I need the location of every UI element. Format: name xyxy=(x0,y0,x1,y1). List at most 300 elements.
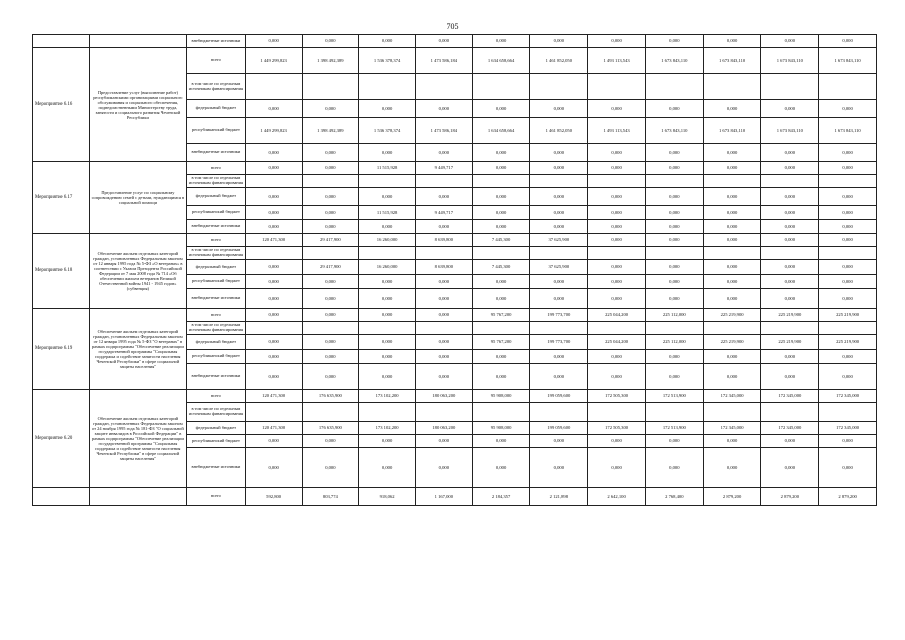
value-cell: 0,000 xyxy=(703,100,761,118)
value-cell: 1 493 113,543 xyxy=(588,48,646,74)
value-cell xyxy=(819,322,877,335)
value-cell: 1 673 843,110 xyxy=(703,118,761,144)
value-cell: 0,000 xyxy=(819,100,877,118)
funding-source: в том числе по отдельным источникам финансирования xyxy=(187,175,246,188)
value-cell: 0,000 xyxy=(359,448,416,488)
value-cell: 0,000 xyxy=(415,100,472,118)
value-cell: 199 773,700 xyxy=(530,309,588,322)
value-cell xyxy=(645,247,703,260)
value-cell xyxy=(761,175,819,188)
value-cell: 0,000 xyxy=(645,260,703,275)
value-cell: 0,000 xyxy=(761,275,819,289)
value-cell: 0,000 xyxy=(530,289,588,309)
value-cell: 0,000 xyxy=(761,448,819,488)
value-cell: 172 505,300 xyxy=(588,422,646,435)
funding-source: республиканский бюджет xyxy=(187,435,246,448)
value-cell: 1 449 299,823 xyxy=(245,118,302,144)
value-cell: 0,000 xyxy=(703,289,761,309)
value-cell xyxy=(302,247,359,260)
value-cell: 0,000 xyxy=(302,162,359,175)
value-cell: 0,000 xyxy=(415,364,472,390)
value-cell: 95 767,200 xyxy=(472,309,530,322)
value-cell xyxy=(472,74,530,100)
value-cell: 0,000 xyxy=(588,206,646,220)
value-cell: 2 879,200 xyxy=(761,488,819,506)
value-cell xyxy=(819,403,877,422)
value-cell: 0,000 xyxy=(819,188,877,206)
value-cell xyxy=(245,247,302,260)
value-cell: 0,000 xyxy=(588,144,646,162)
value-cell: 0,000 xyxy=(703,260,761,275)
value-cell: 0,000 xyxy=(359,188,416,206)
value-cell: 0,000 xyxy=(761,435,819,448)
value-cell xyxy=(703,322,761,335)
value-cell xyxy=(359,74,416,100)
value-cell: 0,000 xyxy=(530,364,588,390)
value-cell: 172 345,000 xyxy=(761,422,819,435)
funding-source: внебюджетные источники xyxy=(187,364,246,390)
value-cell: 1 493 113,543 xyxy=(588,118,646,144)
table-row xyxy=(33,390,877,403)
value-cell: 0,000 xyxy=(359,435,416,448)
value-cell: 0,000 xyxy=(819,350,877,364)
funding-source: всего xyxy=(187,488,246,506)
value-cell: 0,000 xyxy=(761,144,819,162)
value-cell: 0,000 xyxy=(703,162,761,175)
value-cell: 0,000 xyxy=(530,206,588,220)
funding-source: внебюджетные источники xyxy=(187,144,246,162)
value-cell: 1 673 843,110 xyxy=(703,48,761,74)
value-cell: 0,000 xyxy=(588,448,646,488)
value-cell: 0,000 xyxy=(530,435,588,448)
value-cell: 172 345,000 xyxy=(703,390,761,403)
value-cell: 0,000 xyxy=(819,448,877,488)
value-cell: 172 345,000 xyxy=(761,390,819,403)
value-cell: 0,000 xyxy=(302,188,359,206)
value-cell: 592,800 xyxy=(245,488,302,506)
funding-source: в том числе по отдельным источникам финансирования xyxy=(187,247,246,260)
value-cell: 0,000 xyxy=(645,206,703,220)
value-cell: 0,000 xyxy=(761,35,819,48)
value-cell xyxy=(530,74,588,100)
value-cell: 0,000 xyxy=(415,35,472,48)
value-cell: 0,000 xyxy=(245,275,302,289)
value-cell: 172 345,000 xyxy=(819,422,877,435)
page-number: 705 xyxy=(446,22,459,31)
value-cell: 0,000 xyxy=(588,100,646,118)
funding-source: федеральный бюджет xyxy=(187,260,246,275)
value-cell: 0,000 xyxy=(302,448,359,488)
value-cell: 1 673 843,110 xyxy=(761,118,819,144)
value-cell: 0,000 xyxy=(302,364,359,390)
value-cell: 0,000 xyxy=(302,144,359,162)
value-cell: 0,000 xyxy=(530,100,588,118)
funding-source: всего xyxy=(187,234,246,247)
value-cell: 0,000 xyxy=(359,350,416,364)
value-cell: 1 461 852,050 xyxy=(530,118,588,144)
value-cell: 0,000 xyxy=(761,350,819,364)
value-cell: 1 673 843,110 xyxy=(761,48,819,74)
measure-description: Обеспечение жильем отдельных категорий граждан, установленных Федеральным законом от 24 ноября 1995 года № 181-ФЗ "О социальной защите инвалидов в Российской Федерации" в рамках подпрограммы "Обеспечение реализации государственной программы "Социальная поддержка и содействие занятости населения Чеченской Республики" в сфере социальной защиты населения" xyxy=(89,390,186,488)
value-cell: 0,000 xyxy=(359,364,416,390)
value-cell: 199 059,600 xyxy=(530,422,588,435)
funding-source: республиканский бюджет xyxy=(187,350,246,364)
value-cell xyxy=(588,74,646,100)
value-cell: 0,000 xyxy=(819,275,877,289)
value-cell xyxy=(819,247,877,260)
value-cell: 0,000 xyxy=(703,275,761,289)
value-cell: 172 505,300 xyxy=(588,390,646,403)
value-cell: 0,000 xyxy=(588,188,646,206)
value-cell xyxy=(359,322,416,335)
funding-source: федеральный бюджет xyxy=(187,100,246,118)
value-cell xyxy=(302,403,359,422)
value-cell xyxy=(761,247,819,260)
value-cell: 0,000 xyxy=(245,206,302,220)
value-cell: 0,000 xyxy=(472,162,530,175)
value-cell: 0,000 xyxy=(302,35,359,48)
value-cell xyxy=(588,247,646,260)
value-cell: 0,000 xyxy=(302,100,359,118)
value-cell: 0,000 xyxy=(588,435,646,448)
value-cell: 0,000 xyxy=(245,100,302,118)
value-cell: 918,062 xyxy=(359,488,416,506)
value-cell: 0,000 xyxy=(588,220,646,234)
value-cell xyxy=(415,322,472,335)
funding-source: федеральный бюджет xyxy=(187,188,246,206)
funding-source: внебюджетные источники xyxy=(187,35,246,48)
measure-description: Обеспечение жильем отдельных категорий граждан, установленных Федеральным законом от 12 января 1995 года № 5-ФЗ "О ветеранах" в рамках подпрограммы "Обеспечение реализации государственной программы "Социальная поддержка и содействие занятости населения Чеченской Республики" в сфере социальной защиты населения" xyxy=(89,309,186,390)
funding-source: федеральный бюджет xyxy=(187,335,246,350)
value-cell: 0,000 xyxy=(645,188,703,206)
value-cell xyxy=(645,74,703,100)
value-cell: 0,000 xyxy=(245,448,302,488)
value-cell xyxy=(761,74,819,100)
value-cell: 0,000 xyxy=(415,448,472,488)
value-cell: 95 767,200 xyxy=(472,335,530,350)
measure-cell: Мероприятие 6.17 xyxy=(33,162,90,234)
table-row xyxy=(33,309,877,322)
value-cell xyxy=(302,74,359,100)
value-cell: 0,000 xyxy=(530,188,588,206)
value-cell: 2 184,357 xyxy=(472,488,530,506)
funding-source: всего xyxy=(187,162,246,175)
table-body xyxy=(33,35,877,506)
value-cell: 0,000 xyxy=(761,289,819,309)
value-cell xyxy=(588,175,646,188)
value-cell: 0,000 xyxy=(530,162,588,175)
value-cell: 176 635,900 xyxy=(302,422,359,435)
measure-cell xyxy=(33,488,90,506)
value-cell: 0,000 xyxy=(645,35,703,48)
value-cell: 0,000 xyxy=(761,206,819,220)
funding-source: внебюджетные источники xyxy=(187,289,246,309)
measure-description xyxy=(89,35,186,48)
value-cell: 173 102,200 xyxy=(359,390,416,403)
value-cell: 0,000 xyxy=(819,144,877,162)
value-cell: 0,000 xyxy=(245,350,302,364)
value-cell: 0,000 xyxy=(472,350,530,364)
value-cell: 0,000 xyxy=(245,260,302,275)
value-cell xyxy=(245,403,302,422)
value-cell: 0,000 xyxy=(245,162,302,175)
value-cell: 0,000 xyxy=(359,100,416,118)
value-cell: 0,000 xyxy=(359,289,416,309)
value-cell xyxy=(761,322,819,335)
value-cell xyxy=(645,322,703,335)
value-cell xyxy=(645,403,703,422)
funding-source: республиканский бюджет xyxy=(187,275,246,289)
value-cell: 8 639,800 xyxy=(415,260,472,275)
funding-source: в том числе по отдельным источникам финансирования xyxy=(187,74,246,100)
value-cell: 120 471,300 xyxy=(245,390,302,403)
value-cell: 0,000 xyxy=(530,350,588,364)
value-cell: 0,000 xyxy=(302,435,359,448)
funding-source: в том числе по отдельным источникам финансирования xyxy=(187,322,246,335)
value-cell: 0,000 xyxy=(588,35,646,48)
measure-description: Предоставление услуг по социальному сопровождению семей с детьми, нуждающимся в социальной помощи xyxy=(89,162,186,234)
value-cell xyxy=(530,403,588,422)
value-cell: 2 879,200 xyxy=(819,488,877,506)
value-cell: 0,000 xyxy=(588,364,646,390)
value-cell: 180 063,200 xyxy=(415,390,472,403)
value-cell: 0,000 xyxy=(245,309,302,322)
value-cell: 120 471,300 xyxy=(245,234,302,247)
value-cell: 225 219,900 xyxy=(761,309,819,322)
value-cell: 2 768,400 xyxy=(645,488,703,506)
value-cell: 0,000 xyxy=(703,206,761,220)
value-cell: 172 345,000 xyxy=(819,390,877,403)
measure-cell: Мероприятие 6.19 xyxy=(33,309,90,390)
value-cell: 225 044,200 xyxy=(588,309,646,322)
value-cell: 0,000 xyxy=(530,448,588,488)
value-cell xyxy=(703,247,761,260)
value-cell: 176 635,900 xyxy=(302,390,359,403)
value-cell: 2 121,898 xyxy=(530,488,588,506)
value-cell: 0,000 xyxy=(819,35,877,48)
measure-description: Обеспечение жильем отдельных категорий граждан, установленных Федеральным законом от 12 января 1995 года № 5-ФЗ «О ветеранах» в соответствии с Указом Президента Российской Федерации от 7 мая 2008 года № 714 «Об обеспечении жильем ветеранов Великой Отечественной войны 1941 - 1945 годов» (субвенция) xyxy=(89,234,186,309)
value-cell xyxy=(703,403,761,422)
value-cell xyxy=(302,175,359,188)
value-cell: 0,000 xyxy=(588,275,646,289)
value-cell: 11 515,928 xyxy=(359,162,416,175)
value-cell xyxy=(530,175,588,188)
value-cell: 0,000 xyxy=(588,350,646,364)
financing-table xyxy=(32,34,877,506)
value-cell xyxy=(588,403,646,422)
value-cell: 0,000 xyxy=(472,188,530,206)
value-cell: 0,000 xyxy=(761,234,819,247)
value-cell: 0,000 xyxy=(703,364,761,390)
value-cell: 0,000 xyxy=(472,275,530,289)
value-cell: 0,000 xyxy=(472,364,530,390)
value-cell: 16 260,000 xyxy=(359,234,416,247)
value-cell: 0,000 xyxy=(415,188,472,206)
value-cell: 0,000 xyxy=(472,289,530,309)
value-cell: 0,000 xyxy=(245,335,302,350)
value-cell: 0,000 xyxy=(302,289,359,309)
value-cell: 0,000 xyxy=(245,435,302,448)
value-cell: 173 102,200 xyxy=(359,422,416,435)
value-cell: 0,000 xyxy=(645,220,703,234)
value-cell: 0,000 xyxy=(645,289,703,309)
measure-cell: Мероприятие 6.16 xyxy=(33,48,90,162)
value-cell: 0,000 xyxy=(588,162,646,175)
funding-source: федеральный бюджет xyxy=(187,422,246,435)
value-cell: 2 642,100 xyxy=(588,488,646,506)
value-cell: 1 673 843,110 xyxy=(645,118,703,144)
value-cell: 0,000 xyxy=(645,100,703,118)
value-cell: 0,000 xyxy=(415,289,472,309)
value-cell: 0,000 xyxy=(415,220,472,234)
value-cell: 0,000 xyxy=(645,144,703,162)
value-cell: 0,000 xyxy=(415,335,472,350)
value-cell: 0,000 xyxy=(245,188,302,206)
value-cell: 0,000 xyxy=(703,188,761,206)
value-cell: 0,000 xyxy=(703,220,761,234)
value-cell: 199 059,600 xyxy=(530,390,588,403)
value-cell: 0,000 xyxy=(588,289,646,309)
value-cell: 1 398 492,389 xyxy=(302,48,359,74)
value-cell: 0,000 xyxy=(703,435,761,448)
value-cell xyxy=(645,175,703,188)
value-cell: 1 673 843,110 xyxy=(819,118,877,144)
value-cell: 0,000 xyxy=(472,35,530,48)
value-cell: 0,000 xyxy=(245,144,302,162)
value-cell: 0,000 xyxy=(359,275,416,289)
value-cell: 1 536 378,374 xyxy=(359,48,416,74)
value-cell: 0,000 xyxy=(245,289,302,309)
value-cell: 0,000 xyxy=(302,206,359,220)
value-cell xyxy=(245,322,302,335)
value-cell xyxy=(703,74,761,100)
value-cell: 1 673 843,110 xyxy=(645,48,703,74)
value-cell xyxy=(472,322,530,335)
measure-cell: Мероприятие 6.18 xyxy=(33,234,90,309)
value-cell: 120 471,300 xyxy=(245,422,302,435)
value-cell: 9 449,717 xyxy=(415,162,472,175)
value-cell: 0,000 xyxy=(703,234,761,247)
value-cell: 0,000 xyxy=(703,448,761,488)
value-cell: 1 536 378,374 xyxy=(359,118,416,144)
value-cell: 0,000 xyxy=(819,260,877,275)
value-cell: 1 473 586,184 xyxy=(415,118,472,144)
value-cell xyxy=(761,403,819,422)
value-cell: 0,000 xyxy=(645,275,703,289)
value-cell xyxy=(588,322,646,335)
funding-source: всего xyxy=(187,48,246,74)
value-cell: 1 167,000 xyxy=(415,488,472,506)
value-cell: 1 473 586,184 xyxy=(415,48,472,74)
value-cell xyxy=(245,175,302,188)
value-cell: 0,000 xyxy=(645,435,703,448)
value-cell: 803,774 xyxy=(302,488,359,506)
value-cell xyxy=(472,175,530,188)
value-cell: 0,000 xyxy=(588,234,646,247)
table-row xyxy=(33,162,877,175)
measure-description xyxy=(89,488,186,506)
funding-source: в том числе по отдельным источникам финансирования xyxy=(187,403,246,422)
value-cell xyxy=(359,403,416,422)
measure-cell xyxy=(33,35,90,48)
value-cell: 0,000 xyxy=(588,260,646,275)
value-cell: 0,000 xyxy=(761,260,819,275)
value-cell: 0,000 xyxy=(645,234,703,247)
value-cell: 199 773,700 xyxy=(530,335,588,350)
value-cell: 0,000 xyxy=(530,144,588,162)
funding-source: всего xyxy=(187,309,246,322)
value-cell: 0,000 xyxy=(530,35,588,48)
value-cell xyxy=(415,403,472,422)
value-cell: 0,000 xyxy=(761,220,819,234)
value-cell xyxy=(703,175,761,188)
measure-cell: Мероприятие 6.20 xyxy=(33,390,90,488)
value-cell xyxy=(359,175,416,188)
value-cell: 0,000 xyxy=(819,206,877,220)
value-cell: 1 634 658,664 xyxy=(472,48,530,74)
value-cell: 1 673 843,110 xyxy=(819,48,877,74)
value-cell: 0,000 xyxy=(415,309,472,322)
value-cell: 0,000 xyxy=(415,350,472,364)
measure-description: Предоставление услуг (выполнение работ) республиканскими организациями социального обслуживания и социального обеспечения, подведомственными Министерству труда, занятости и социального развития Чеченской Республики xyxy=(89,48,186,162)
value-cell: 225 112,000 xyxy=(645,335,703,350)
value-cell: 0,000 xyxy=(359,35,416,48)
value-cell: 0,000 xyxy=(819,364,877,390)
value-cell: 0,000 xyxy=(472,100,530,118)
table-row xyxy=(33,488,877,506)
value-cell: 0,000 xyxy=(302,275,359,289)
value-cell: 8 639,800 xyxy=(415,234,472,247)
value-cell: 0,000 xyxy=(302,309,359,322)
value-cell xyxy=(819,74,877,100)
value-cell: 0,000 xyxy=(819,220,877,234)
value-cell xyxy=(415,74,472,100)
value-cell: 0,000 xyxy=(359,220,416,234)
table-row xyxy=(33,234,877,247)
value-cell xyxy=(472,403,530,422)
value-cell: 7 445,300 xyxy=(472,260,530,275)
value-cell: 0,000 xyxy=(472,435,530,448)
value-cell: 172 345,000 xyxy=(703,422,761,435)
funding-source: республиканский бюджет xyxy=(187,206,246,220)
value-cell: 0,000 xyxy=(472,206,530,220)
value-cell: 0,000 xyxy=(302,220,359,234)
value-cell: 0,000 xyxy=(645,162,703,175)
value-cell: 37 625,900 xyxy=(530,234,588,247)
value-cell: 95 908,000 xyxy=(472,390,530,403)
value-cell: 0,000 xyxy=(359,309,416,322)
value-cell: 0,000 xyxy=(472,448,530,488)
value-cell: 0,000 xyxy=(761,364,819,390)
value-cell: 225 219,900 xyxy=(703,309,761,322)
value-cell: 225 219,900 xyxy=(819,309,877,322)
value-cell xyxy=(530,247,588,260)
value-cell: 0,000 xyxy=(819,435,877,448)
table-row xyxy=(33,48,877,74)
value-cell: 0,000 xyxy=(819,234,877,247)
value-cell: 0,000 xyxy=(245,364,302,390)
value-cell: 180 063,200 xyxy=(415,422,472,435)
value-cell: 0,000 xyxy=(415,144,472,162)
value-cell: 225 044,200 xyxy=(588,335,646,350)
value-cell: 2 879,200 xyxy=(703,488,761,506)
value-cell: 0,000 xyxy=(819,289,877,309)
value-cell: 0,000 xyxy=(645,448,703,488)
value-cell: 0,000 xyxy=(245,35,302,48)
value-cell: 225 219,900 xyxy=(819,335,877,350)
funding-source: внебюджетные источники xyxy=(187,220,246,234)
value-cell: 0,000 xyxy=(761,188,819,206)
